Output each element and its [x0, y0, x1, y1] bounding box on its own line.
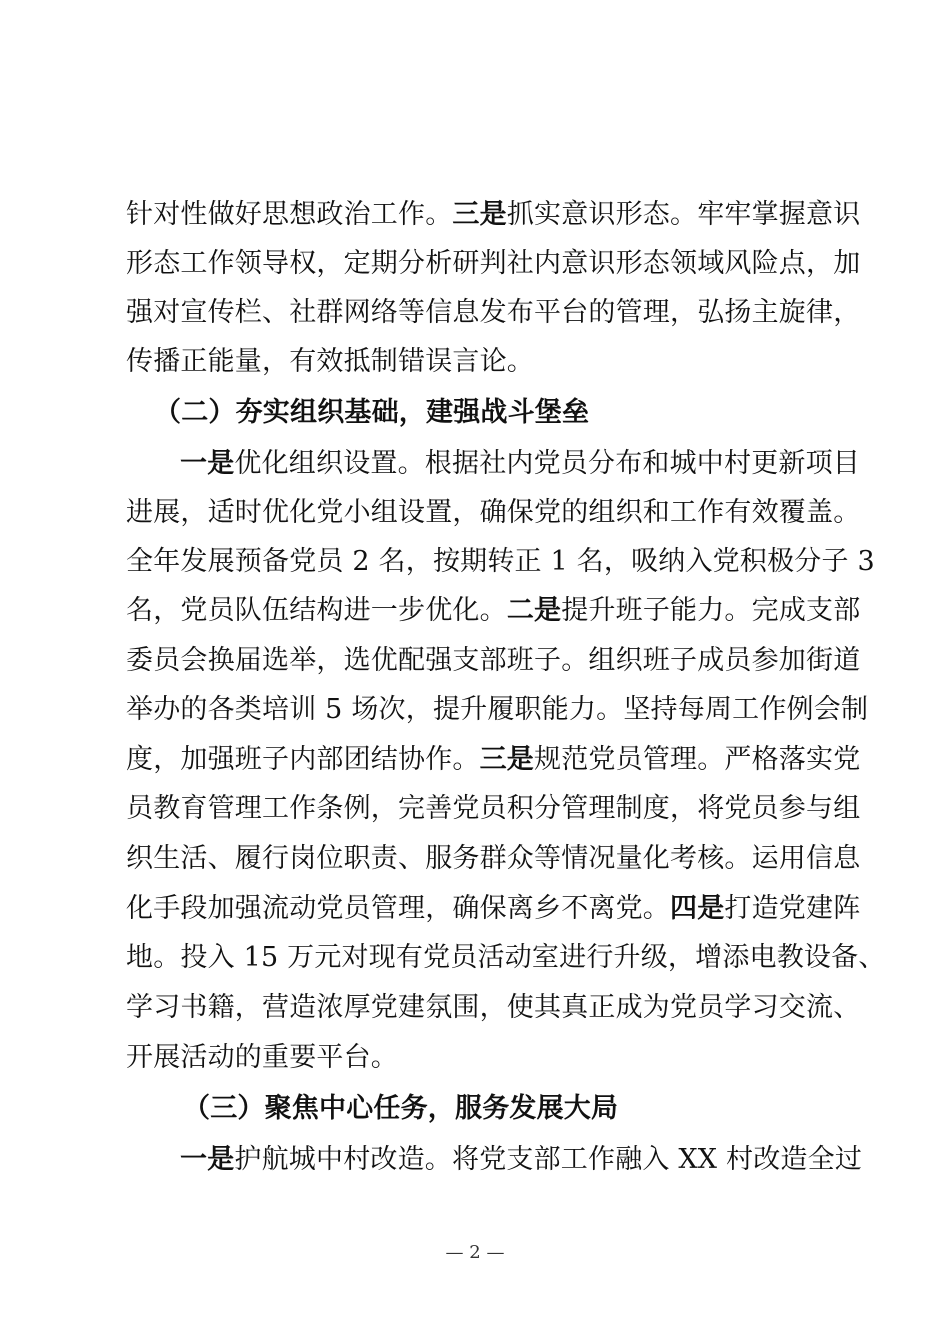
text-line — [126, 198, 861, 232]
text-run: 抓实意识形态。牢牢掌握意识 — [506, 199, 861, 230]
text-run: 护航城中村改造。将党支部工作融入 XX 村改造全过 — [234, 1144, 863, 1175]
text-line — [126, 594, 861, 628]
text-line — [126, 892, 861, 926]
text-line: 委员会换届选举，选优配强支部班子。组织班子成员参加街道 — [126, 645, 861, 676]
text-line: 进展，适时优化党小组设置，确保党的组织和工作有效覆盖。 — [126, 497, 861, 528]
bold-lead: 二是 — [506, 595, 562, 626]
text-line: 开展活动的重要平台。 — [126, 1042, 398, 1073]
bold-lead: 三是 — [479, 744, 535, 775]
text-run: 规范党员管理。严格落实党 — [534, 744, 861, 775]
bold-lead: 一是 — [180, 1144, 235, 1175]
text-line — [180, 1143, 880, 1177]
text-line: 学习书籍，营造浓厚党建氛围，使其真正成为党员学习交流、 — [126, 992, 861, 1023]
text-line: 强对宣传栏、社群网络等信息发布平台的管理，弘扬主旋律， — [126, 297, 861, 328]
section-heading: （三）聚焦中心任务，服务发展大局 — [183, 1093, 619, 1124]
text-line: 员教育管理工作条例，完善党员积分管理制度，将党员参与组 — [126, 793, 861, 824]
section-heading: （二）夯实组织基础，建强战斗堡垒 — [154, 397, 590, 428]
text-run: 针对性做好思想政治工作。 — [126, 199, 453, 230]
text-line: 举办的各类培训 5 场次，提升履职能力。坚持每周工作例会制 — [126, 694, 869, 725]
text-line: 传播正能量，有效抵制错误言论。 — [126, 346, 534, 377]
text-line: 全年发展预备党员 2 名，按期转正 1 名，吸纳入党积极分子 3 — [126, 546, 875, 577]
text-line — [180, 447, 880, 481]
text-line: 地。投入 15 万元对现有党员活动室进行升级，增添电教设备、 — [126, 942, 886, 973]
bold-lead: 三是 — [452, 199, 507, 230]
text-run: 提升班子能力。完成支部 — [561, 595, 861, 626]
text-run: 优化组织设置。根据社内党员分布和城中村更新项目 — [234, 448, 861, 479]
text-run: 打造党建阵 — [724, 893, 861, 924]
page-number: — 2 — — [445, 1242, 505, 1263]
text-line — [126, 743, 861, 777]
text-run: 度，加强班子内部团结协作。 — [126, 744, 480, 775]
text-line: 形态工作领导权，定期分析研判社内意识形态领域风险点，加 — [126, 248, 861, 279]
bold-lead: 四是 — [670, 893, 725, 924]
text-run: 化手段加强流动党员管理，确保离乡不离党。 — [126, 893, 670, 924]
text-line: 织生活、履行岗位职责、服务群众等情况量化考核。运用信息 — [126, 843, 861, 874]
text-run: 名，党员队伍结构进一步优化。 — [126, 595, 507, 626]
bold-lead: 一是 — [180, 448, 235, 479]
